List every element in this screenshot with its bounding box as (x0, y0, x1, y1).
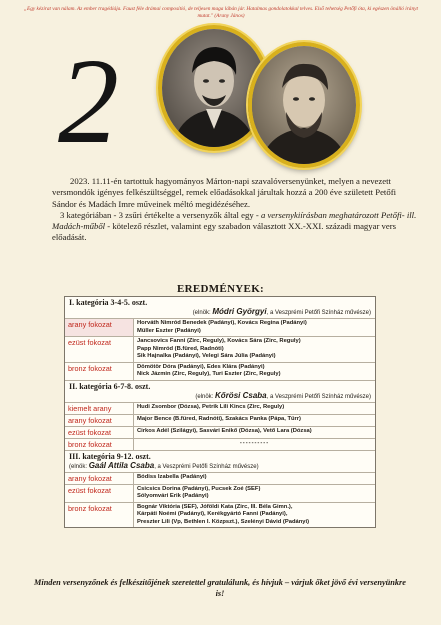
winner-line: Bódiss Izabella (Padányi) (137, 473, 207, 480)
winner-line: Kárpáti Noémi (Padányi), Kerékgyártó Fanni (Padányi), (137, 511, 288, 517)
winner-line: Müller Eszter (Padányi) (137, 327, 201, 334)
category-header (65, 297, 375, 319)
award-label: arany fokozat (65, 415, 134, 426)
category-cell (65, 381, 375, 402)
award-row (65, 439, 375, 451)
category-header (65, 451, 375, 473)
award-label: kiemelt arany (65, 403, 134, 414)
winner-line: Major Bence (B.füred, Radnóti), Szakács Panka (Pápa, Türr) (137, 415, 301, 422)
closing-message: Minden versenyzőnek és felkészítőjének szeretettel gratulálunk, és hívjuk – várjuk őket jövő évi versenyünkre is! (34, 578, 406, 598)
category-name: III. kategória 9-12. oszt. (69, 451, 151, 461)
award-row (65, 427, 375, 439)
award-winners (134, 503, 375, 528)
winner-line: ---------- (239, 439, 270, 446)
intro-paragraph-1: 2023. 11.11-én tartottuk hagyományos Márton-napi szavalóversenyünket, melyen a nevezett versmondók igényes felkészültséggel, remek előadásokkal járultak hozzá a 200 éve született Petőfi Sándor és Madách Imre műveinek méltó megidézéséhez. (52, 176, 397, 209)
award-label: bronz fokozat (65, 363, 134, 380)
award-row (65, 319, 375, 337)
award-winners (134, 337, 375, 362)
intro-paragraph-2 (52, 210, 422, 244)
award-row (65, 503, 375, 528)
category-cell (65, 297, 375, 318)
jury-chair: Kőrösi Csaba (215, 390, 267, 400)
jury-chair: Módri Györgyi (212, 307, 267, 316)
award-label: ezüst fokozat (65, 427, 134, 438)
category-name: I. kategória 3-4-5. oszt. (69, 298, 148, 307)
winner-line: Preszter Lili (Vp, Bethlen I. Közpszt.), Szelényi Dávid (Padányi) (137, 518, 310, 525)
jury-prefix: (elnök: (69, 463, 88, 470)
award-winners (134, 485, 375, 502)
award-label: arany fokozat (65, 473, 134, 484)
winner-line: Csicsics Dorina (Padányi), Pucsek Zoé (SÉF) (137, 485, 261, 492)
award-winners (134, 427, 375, 438)
award-row (65, 415, 375, 427)
winner-line: Sólyomvári Erik (Padányi) (137, 493, 209, 499)
winner-line: Bognár Viktória (SÉF), Jóföldi Kata (Zirc, III. Béla Gimn.), (137, 503, 293, 510)
award-label: bronz fokozat (65, 503, 134, 528)
award-winners (134, 439, 375, 450)
award-label: arany fokozat (65, 319, 134, 336)
award-winners (134, 319, 375, 336)
jury-line (69, 392, 371, 401)
award-label: bronz fokozat (65, 439, 134, 450)
intro-p2-end: - kötelező részlet, valamint egy szabadon választott XX.-XXI. századi magyar vers előadását. (52, 221, 397, 243)
jury-prefix: (elnök: (195, 393, 214, 400)
award-row (65, 363, 375, 381)
winner-line: Jancsovics Fanni (Zirc, Reguly), Kovács Sára (Zirc, Reguly) (137, 338, 301, 344)
jury-suffix: , a Veszprémi Petőfi Színház művésze) (154, 463, 259, 470)
results-table (64, 296, 376, 528)
award-row (65, 485, 375, 503)
category-header (65, 381, 375, 403)
winner-line: Hudi Zsombor (Dózsa), Petrik Lili Kincs (Zirc, Reguly) (137, 403, 285, 410)
category-cell (65, 451, 375, 472)
jury-line (69, 308, 371, 317)
jury-suffix: , a Veszprémi Petőfi Színház művésze) (266, 310, 371, 316)
intro-text (52, 176, 422, 244)
jury-prefix: (elnök: (192, 310, 211, 316)
winner-line: Horváth Nimród Benedek (Padányi), Kovács Regina (Padányi) (137, 320, 307, 326)
arany-quote: „Egy kézirat van nálam. Az ember tragédiája. Faust féle drámai composítió, de teljesen maga lábán jár. Hatalmas gondolatokkal telves. Első tehetség Petőfi óta, ki egészen önálló irányt mutat." (Arany János) (24, 6, 418, 19)
winner-line: Sik Hajnalka (Padányi), Velegi Sára Júlia (Padányi) (137, 353, 276, 359)
award-winners (134, 473, 375, 484)
jury-line (69, 462, 371, 471)
award-label: ezüst fokozat (65, 485, 134, 502)
results-title: EREDMÉNYEK: (176, 283, 265, 295)
intro-p2-emphasis: a versenykiírásban meghatározott Petőfi- ill. Madách-műből (52, 209, 417, 232)
anniversary-numeral: 2 (58, 34, 119, 169)
intro-p2-start: 3 kategóriában - 3 zsűri értékelte a versenyzők által egy - (60, 209, 261, 220)
winner-line: Cirkos Adél (Szilágyi), Sasvári Enikő (Dózsa), Vető Lara (Dózsa) (137, 427, 312, 434)
award-winners (134, 403, 375, 414)
award-row (65, 473, 375, 485)
winner-line: Papp Nimród (B.füred, Radnóti) (137, 345, 224, 352)
award-winners (134, 363, 375, 380)
madach-portrait (248, 42, 360, 168)
award-winners (134, 415, 375, 426)
winner-line: Dömötör Dóra (Padányi), Édes Klára (Padányi) (137, 363, 265, 370)
award-label: ezüst fokozat (65, 337, 134, 362)
jury-chair: Gaál Attila Csaba (88, 460, 155, 470)
category-name: II. kategória 6-7-8. oszt. (69, 381, 151, 391)
award-row (65, 337, 375, 363)
winner-line: Nick Jázmin (Zirc, Reguly), Turi Eszter (Zirc, Reguly) (137, 371, 281, 377)
jury-suffix: , a Veszprémi Petőfi Színház művésze) (266, 393, 371, 400)
award-row (65, 403, 375, 415)
